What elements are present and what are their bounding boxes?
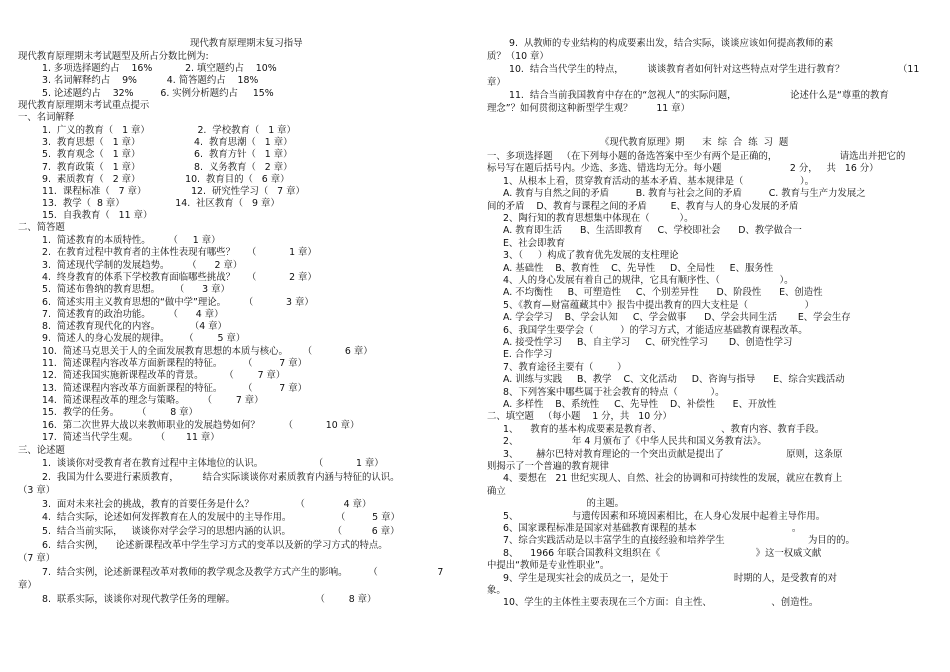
question-item: 理念”？如何贯彻这种新型学生观？ 11 章） (487, 103, 690, 114)
text-line: 9、学生是现实社会的成员之一，是处于 时期的人，是受教育的对 (503, 572, 838, 584)
question-item: 14. 简述课程改革的理念与策略。 （ 7 章） (42, 394, 264, 406)
exercise-title: 《现代教育原理》期 末 综 合 练 习 题 (600, 137, 789, 148)
term-item: 9. 素质教育（ 2 章） 10. 教育目的（ 6 章） (42, 173, 290, 185)
text-line: 4、要想在 21 世纪实现人、自然、社会的协调和可持续性的发展，就应在教育上 (503, 473, 843, 485)
section-heading: 现代教育原理期末考试重点提示 (18, 100, 150, 111)
term-item: 15. 自我教育（ 11 章） (42, 210, 153, 222)
question-item: 12. 简述我国实施新课程改革的背景。 （ 7 章） (42, 370, 286, 382)
text-line: 中提出“教师是专业性职业”。 (487, 560, 610, 572)
doc-title: 现代教育原理期末复习指导 (190, 38, 303, 49)
question-item: 15. 教学的任务。 （ 8 章） (42, 407, 198, 419)
question-item: 4. 终身教育的体系下学校教育面临哪些挑战？ （ 2 章） (42, 271, 317, 283)
term-item: 5. 教育观念（ 1 章） 6. 教育方针（ 1 章） (42, 149, 293, 161)
text-line: A. 教育即生活 B、生活即教育 C、学校即社会 D、教学做合一 (503, 225, 802, 237)
question-item: 5. 简述布鲁纳的教育思想。 （ 3 章） (42, 284, 230, 296)
text-line: 10、学生的主体性主要表现在三个方面：自主性、 、创造性。 (503, 597, 819, 609)
question-item: 9. 简述人的身心发展的规律。 （ 5 章） (42, 333, 246, 345)
text-line: 7、教育途径主要有（ ） (503, 361, 627, 373)
text-line: 7、综合实践活动是以丰富学生的直接经验和培养学生 为目的的。 (503, 535, 855, 547)
question-item: 7. 简述教育的政治功能。 （ 4 章） (42, 308, 224, 320)
text-line: A. 训练与实践 B、教学 C、文化活动 D、咨询与指导 E、综合实践活动 (503, 374, 845, 386)
question-item: 10. 结合当代学生的特点， 谈谈教育者如何针对这些特点对学生进行教育？ （11 (509, 64, 920, 75)
text-line: 3、 赫尔巴特对教育理论的一个突出贡献是提出了 原则，这条原 (503, 448, 843, 460)
question-item: 11. 简述课程内容改革方面新课程的特征。 （ 7 章） (42, 358, 307, 369)
text-line: 1、 教育的基本构成要素是教育者、 、教育内容、教育手段。 (503, 423, 825, 435)
question-item: （7 章） (18, 553, 56, 565)
question-item: 1. 简述教育的本质特性。 （ 1 章） (42, 235, 221, 246)
text-line: 1. 多项选择题约占 16% 2. 填空题约占 10% (42, 63, 277, 74)
text-line: 4、人的身心发展有着自己的规律，它具有顺序性、（ ）。 (503, 275, 794, 286)
text-line: 3. 名词解释约占 9% 4. 简答题约占 18% (42, 75, 259, 86)
question-item: 6. 结合实例， 论述新课程改革中学生学习方式的变革以及新的学习方式的特点。 (42, 539, 388, 551)
term-item: 7. 教育政策（ 1 章） 8. 义务教育（ 2 章） (42, 161, 293, 173)
section-heading: 一、名词解释 (18, 112, 75, 123)
question-item: 16. 第二次世界大战以来教师职业的发展趋势如何？ （ 10 章） (42, 419, 360, 431)
text-line: 的主题。 (503, 498, 624, 510)
text-line: A. 教育与自然之间的矛盾 B. 教育与社会之间的矛盾 C. 教育与生产力发展之 (503, 188, 866, 200)
text-line: 5、 与遗传因素和环境因素相比，在人身心发展中起着主导作用。 (503, 510, 826, 522)
text-line: 6、我国学生要学会（ ）的学习方式，才能适应基础教育课程改革。 (503, 324, 808, 336)
question-item: 17. 简述当代学生观。 （ 11 章） (42, 431, 220, 443)
term-item: 3. 教育思想（ 1 章） 4. 教育思潮（ 1 章） (42, 137, 293, 149)
text-line: E、社会即教育 (503, 237, 566, 249)
question-item: 10. 简述马克思关于人的全面发展教育思想的本质与核心。 （ 6 章） (42, 345, 373, 357)
section-heading: 现代教育原理期末考试题型及所占分数比例为: (18, 51, 209, 62)
question-item: 章） (487, 77, 506, 88)
text-line: 2、 年 4 月颁布了《中华人民共和国义务教育法》。 (503, 436, 767, 448)
question-item: 8. 简述教育现代化的内容。 （4 章） (42, 321, 227, 333)
question-item: （3 章） (18, 485, 56, 497)
text-line: 1、从根本上看，贯穿教育活动的基本矛盾、基本规律是（ ）。 (503, 175, 815, 187)
text-line: 则揭示了一个普遍的教育规律 (487, 461, 609, 472)
text-line: A. 学会学习 B、学会认知 C、学会做事 D、学会共同生活 E、学会生存 (503, 312, 851, 324)
text-line: 3、（ ）构成了教育优先发展的支柱理论 (503, 250, 679, 262)
term-item: 11. 课程标准（ 7 章） 12. 研究性学习（ 7 章） (42, 186, 305, 197)
text-line: A. 基础性 B、教育性 C、先导性 D、全局性 E、服务性 (503, 262, 774, 274)
question-item: 章） (18, 580, 37, 592)
question-item: 2. 我国为什么要进行素质教育， 结合实际谈谈你对素质教育内涵与特征的认识。 (42, 471, 400, 483)
question-item: 11. 结合当前我国教育中存在的“忽视人”的实际问题， 论述什么是“尊重的教育 (509, 90, 889, 101)
text-line: 间的矛盾 D、教育与课程之间的矛盾 E、教育与人的身心发展的矛盾 (487, 200, 799, 212)
text-line: 二、填空题 （每小题 1 分，共 10 分） (487, 411, 672, 423)
question-item: 1. 谈谈你对受教育者在教育过程中主体地位的认识。 （ 1 章） (42, 458, 384, 469)
text-line: E. 合作学习 (503, 349, 553, 361)
text-line: 标号写在题后括号内。少选、多选、错选均无分。每小题 2 分， 共 16 分） (487, 163, 879, 175)
text-line: A. 接受性学习 B、自主学习 C、研究性学习 D、创造性学习 (503, 337, 793, 348)
question-item: 3. 简述现代学制的发展趋势。 （ 2 章） (42, 259, 243, 271)
question-item: 3. 面对未来社会的挑战，教育的首要任务是什么？ （ 4 章） (42, 498, 372, 510)
question-item: 5. 结合当前实际， 谈谈你对学会学习的思想内涵的认识。 （ 6 章） (42, 526, 400, 537)
question-item: 13. 简述课程内容改革方面新课程的特征。 （ 7 章） (42, 382, 307, 394)
text-line: 5、《教育—财富蕴藏其中》报告中提出教育的四大支柱是（ ） (503, 299, 815, 311)
question-item: 2. 在教育过程中教育者的主体性表现有哪些？ （ 1 章） (42, 247, 317, 259)
term-item: 1. 广义的教育（ 1 章） 2. 学校教育（ 1 章） (42, 125, 296, 136)
question-item: 8. 联系实际，谈谈你对现代教学任务的理解。 （ 8 章） (42, 594, 377, 605)
text-line: 6、国家课程标准是国家对基础教育课程的基本 。 (503, 523, 802, 534)
text-line: A. 不均衡性 B、可塑造性 C、个别差异性 D、阶段性 E、创造性 (503, 287, 823, 299)
text-line: 象。 (487, 585, 506, 596)
text-line: 2、陶行知的教育思想集中体现在（ ）。 (503, 213, 694, 224)
text-line: 5. 论述题约占 32% 6. 实例分析题约占 15% (42, 88, 274, 99)
section-heading: 三、论述题 (18, 445, 65, 456)
question-item: 质？（10 章） (487, 51, 549, 62)
question-item: 7. 结合实例，论述新课程改革对教师的教学观念及教学方式产生的影响。 （ 7 (42, 566, 444, 578)
text-line: 一、多项选择题 （在下列每小题的备选答案中至少有两个是正确的， 请选出并把它的 (487, 151, 906, 162)
text-line: 8、 1966 年联合国教科文组织在《 》这一权威文献 (503, 547, 822, 559)
term-item: 13. 教学（ 8 章） 14. 社区教育（ 9 章） (42, 198, 280, 210)
question-item: 9. 从教师的专业结构的构成要素出发，结合实际，谈谈应该如何提高教师的素 (509, 38, 834, 49)
question-item: 4. 结合实际，论述如何发挥教育在人的发展中的主导作用。 （ 5 章） (42, 512, 400, 524)
text-line: 确立 (487, 485, 506, 497)
question-item: 6. 简述实用主义教育思想的“做中学”理论。 （ 3 章） (42, 296, 314, 308)
text-line: A. 多样性 B、系统性 C、先导性 D、补偿性 E、开放性 (503, 399, 777, 410)
text-line: 8、下列答案中哪些属于社会教育的特点（ ）。 (503, 386, 725, 398)
section-heading: 二、简答题 (18, 222, 65, 233)
